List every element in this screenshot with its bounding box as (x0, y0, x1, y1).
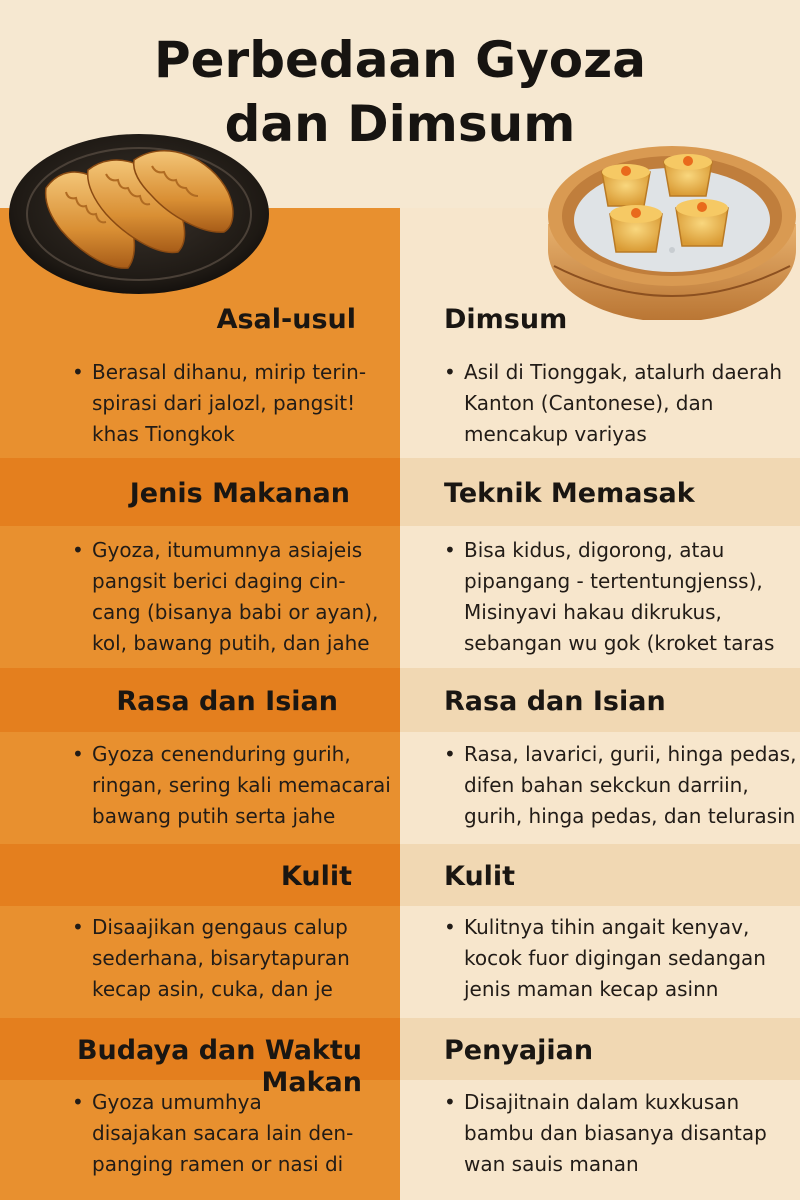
bullet-icon: • (444, 360, 456, 384)
dimsum-steamer-image (540, 120, 798, 320)
gyoza-culture-text: • Gyoza umumhya disajakan sacara lain den- panging ramen or nasi di (92, 1087, 353, 1180)
heading-teknik-memasak: Teknik Memasak (444, 478, 695, 509)
dimsum-technique-text: • Bisa kidus, digorong, atau pipangang - tertentungjenss), Misinyavi hakau dikrukus, sebangan wu gok (kroket taras (464, 535, 774, 659)
gyoza-type-text: • Gyoza, itumumnya asiajeis pangsit berici daging cin- cang (bisanya babi or ayan), kol, bawang putih, dan jahe (92, 535, 378, 659)
heading-budaya-dan-waktu-makan: Budaya dan Waktu Makan (76, 1035, 362, 1098)
dimsum-taste-text: • Rasa, lavarici, gurii, hinga pedas, difen bahan sekckun darriin, gurih, hinga pedas, dan telurasin (464, 739, 796, 832)
heading-dimsum: Dimsum (444, 304, 568, 335)
gyoza-plate-image (6, 130, 272, 296)
bullet-icon: • (72, 915, 84, 939)
gyoza-taste-text: • Gyoza cenenduring gurih, ringan, sering kali memacarai bawang putih serta jahe (92, 739, 391, 832)
bullet-icon: • (444, 742, 456, 766)
dimsum-serving-text: • Disajitnain dalam kuxkusan bambu dan biasanya disantap wan sauis manan (464, 1087, 767, 1180)
heading-penyajian: Penyajian (444, 1035, 594, 1066)
heading-asal-usul: Asal-usul (216, 304, 356, 335)
bullet-icon: • (444, 538, 456, 562)
heading-jenis-makanan: Jenis Makanan (129, 478, 350, 509)
bullet-icon: • (72, 360, 84, 384)
heading-kulit-dimsum: Kulit (444, 861, 516, 892)
bullet-icon: • (72, 538, 84, 562)
heading-kulit-gyoza: Kulit (280, 861, 352, 892)
dimsum-origin-text: • Asil di Tionggak, atalurh daerah Kanton (Cantonese), dan mencakup variyas (464, 357, 782, 450)
bullet-icon: • (444, 1090, 456, 1114)
bullet-icon: • (444, 915, 456, 939)
heading-rasa-dan-isian-gyoza: Rasa dan Isian (116, 686, 338, 717)
bullet-icon: • (72, 1090, 84, 1114)
bullet-icon: • (72, 742, 84, 766)
title-line-2: dan Dimsum (224, 95, 576, 153)
dimsum-skin-text: • Kulitnya tihin angait kenyav, kocok fuor digingan sedangan jenis maman kecap asinn (464, 912, 766, 1005)
gyoza-skin-text: • Disaajikan gengaus calup sederhana, bisarytapuran kecap asin, cuka, dan je (92, 912, 350, 1005)
heading-rasa-dan-isian-dimsum: Rasa dan Isian (444, 686, 666, 717)
title-line-1: Perbedaan Gyoza (153, 31, 647, 89)
gyoza-origin-text: • Berasal dihanu, mirip terin- spirasi dari jalozl, pangsit! khas Tiongkok (92, 357, 366, 450)
